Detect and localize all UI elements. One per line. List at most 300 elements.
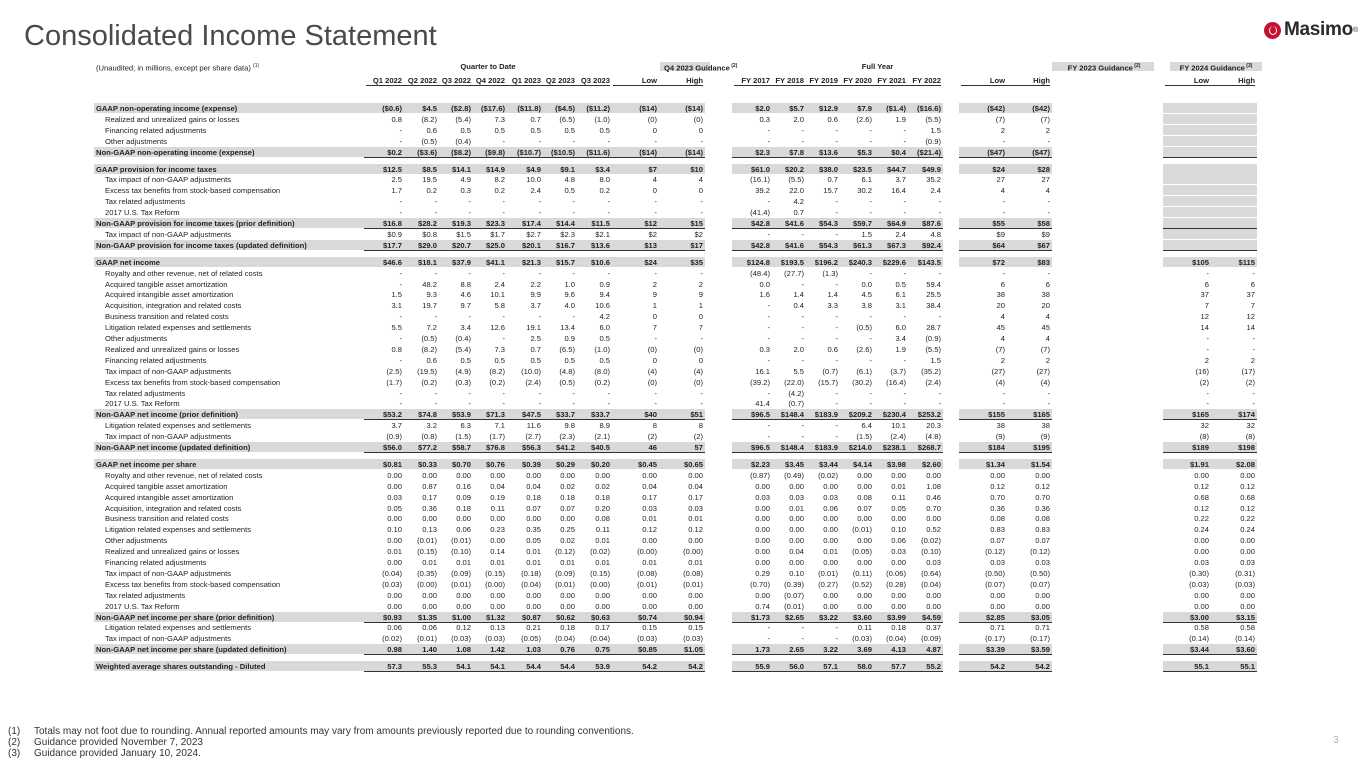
table-cell: -	[700, 197, 703, 207]
row-shade	[1163, 229, 1257, 239]
table-cell: 0.3	[759, 114, 770, 124]
table-cell: $0.87	[521, 612, 541, 622]
table-cell: $74.8	[417, 410, 437, 420]
table-cell: -	[607, 399, 610, 409]
table-cell: (0.30)	[1189, 568, 1209, 578]
total-rule	[959, 622, 1052, 623]
table-cell: $3.15	[1235, 612, 1255, 622]
table-cell: $17.4	[521, 219, 541, 228]
table-cell: 0	[698, 312, 703, 322]
table-cell: -	[502, 334, 505, 343]
table-cell: (0.07)	[1030, 579, 1050, 589]
table-cell: ($14)	[639, 147, 657, 157]
table-cell: -	[903, 197, 906, 207]
table-cell: $58	[1037, 219, 1050, 228]
table-cell: 0.00	[823, 481, 838, 491]
table-cell: 4	[1000, 186, 1005, 196]
table-cell: -	[835, 432, 838, 442]
table-cell: -	[399, 136, 402, 146]
table-cell: ($21.4)	[916, 147, 941, 157]
row-shade	[1163, 174, 1257, 184]
row-label: 2017 U.S. Tax Reform	[105, 601, 180, 611]
table-cell: (0.01)	[451, 579, 471, 589]
table-cell: (0.00)	[683, 547, 703, 557]
table-cell: (0.06)	[886, 568, 906, 578]
table-cell: (0.07)	[784, 590, 804, 600]
table-cell: 53.9	[595, 662, 610, 672]
table-cell: 0.00	[857, 558, 872, 567]
table-cell: $115	[1238, 257, 1255, 267]
total-rule	[364, 419, 612, 420]
table-cell: (0.04)	[555, 634, 575, 644]
table-cell: $2	[694, 229, 703, 239]
table-cell: 54.4	[560, 662, 575, 672]
table-cell: 3.69	[857, 645, 872, 655]
table-cell: $64.9	[886, 219, 906, 228]
table-cell: 0.2	[426, 186, 437, 196]
table-cell: 10.1	[490, 290, 505, 300]
table-cell: 0.00	[1194, 470, 1209, 480]
table-cell: 0.11	[857, 623, 872, 633]
table-cell: (0.03)	[485, 634, 505, 644]
column-header: Low	[641, 76, 657, 85]
table-cell: 15.7	[823, 186, 838, 196]
table-cell: $148.4	[780, 410, 804, 420]
table-cell: 0.00	[387, 481, 402, 491]
table-cell: 0.00	[823, 558, 838, 567]
table-cell: 0.03	[1240, 558, 1255, 567]
table-cell: 0.00	[755, 590, 770, 600]
table-cell: 0.5	[564, 125, 575, 135]
table-cell: 0.02	[560, 481, 575, 491]
table-cell: (0.08)	[637, 568, 657, 578]
column-header: FY 2019	[809, 76, 838, 85]
table-cell: 38	[996, 290, 1005, 300]
table-cell: (0.03)	[1235, 579, 1255, 589]
table-cell: 0.00	[823, 536, 838, 546]
table-cell: 0.7	[793, 208, 804, 218]
table-cell: 0.00	[688, 601, 703, 611]
table-cell: (2.6)	[856, 344, 872, 354]
table-cell: 0.75	[595, 645, 610, 655]
table-cell: -	[434, 197, 437, 207]
table-cell: $18.1	[417, 257, 437, 267]
table-cell: 41.4	[755, 399, 770, 409]
table-cell: 13.4	[560, 323, 575, 333]
table-cell: $2.7	[526, 229, 541, 239]
table-cell: (27.7)	[784, 268, 804, 278]
table-cell: 0.06	[456, 525, 471, 535]
table-cell: 0.00	[387, 601, 402, 611]
table-cell: 0.5	[599, 334, 610, 343]
table-cell: (1.5)	[856, 432, 872, 442]
table-cell: -	[938, 388, 941, 398]
table-cell: ($10.7)	[516, 147, 541, 157]
table-cell: (1.7)	[489, 432, 505, 442]
table-cell: 16.4	[891, 186, 906, 196]
table-cell: -	[835, 634, 838, 644]
table-cell: 0.00	[490, 470, 505, 480]
row-label: Tax impact of non-GAAP adjustments	[105, 229, 232, 239]
table-cell: -	[1002, 208, 1005, 218]
table-cell: ($47)	[1032, 147, 1050, 157]
table-cell: 54.2	[688, 662, 703, 672]
table-cell: -	[607, 208, 610, 218]
table-cell: $46.6	[382, 257, 402, 267]
table-cell: 0.10	[891, 525, 906, 535]
table-cell: -	[835, 312, 838, 322]
table-cell: 0.01	[688, 514, 703, 524]
table-cell: 0.12	[688, 525, 703, 535]
table-cell: 1.5	[391, 290, 402, 300]
table-cell: 6.1	[861, 175, 872, 185]
row-label: Litigation related expenses and settlements	[105, 421, 252, 431]
table-cell: 4.87	[926, 645, 941, 655]
table-cell: 0.07	[990, 536, 1005, 546]
table-cell: 0.00	[1194, 601, 1209, 611]
table-cell: 0.00	[490, 601, 505, 611]
group-footnote-ref: (2)	[729, 63, 738, 69]
table-cell: 4.5	[861, 290, 872, 300]
row-label: Business transition and related costs	[105, 312, 229, 322]
table-cell: -	[700, 399, 703, 409]
table-cell: $47.5	[521, 410, 541, 420]
table-cell: (0.5)	[559, 377, 575, 387]
table-cell: (0.03)	[683, 634, 703, 644]
column-group-header: FY 2024 Guidance $^{(3)}$	[1179, 63, 1253, 73]
table-cell: (0.01)	[784, 601, 804, 611]
table-cell: 0	[652, 355, 657, 365]
table-cell: 1.08	[456, 645, 471, 655]
table-cell: 0.5	[460, 355, 471, 365]
table-cell: 0.02	[560, 536, 575, 546]
table-cell: -	[767, 388, 770, 398]
footnote-number: (1)	[8, 726, 21, 737]
table-cell: 0.00	[688, 590, 703, 600]
table-cell: -	[767, 623, 770, 633]
table-cell: 0.00	[422, 514, 437, 524]
table-cell: 2.0	[793, 114, 804, 124]
table-cell: -	[767, 634, 770, 644]
column-header: FY 2020	[843, 76, 872, 85]
table-cell: 0.00	[823, 601, 838, 611]
table-cell: 0.01	[642, 558, 657, 567]
table-cell: -	[399, 268, 402, 278]
table-cell: 0.01	[526, 547, 541, 557]
table-cell: 0.00	[1035, 590, 1050, 600]
table-cell: 0.08	[857, 492, 872, 502]
table-cell: (0.01)	[637, 579, 657, 589]
table-cell: (0.01)	[555, 579, 575, 589]
table-cell: (8.0)	[594, 366, 610, 376]
table-cell: 4.2	[793, 197, 804, 207]
table-cell: 6	[1250, 279, 1255, 289]
table-cell: $3.22	[818, 612, 838, 622]
table-cell: 0.01	[891, 481, 906, 491]
table-cell: $28.2	[417, 219, 437, 228]
row-label: Acquired tangible asset amortization	[105, 279, 228, 289]
table-cell: 0.01	[789, 503, 804, 513]
table-cell: 0.15	[642, 623, 657, 633]
table-cell: $0.2	[387, 147, 402, 157]
table-cell: -	[1252, 388, 1255, 398]
total-rule	[732, 654, 943, 655]
row-label: Non-GAAP provision for income taxes (updated definition)	[96, 240, 307, 250]
table-cell: -	[801, 323, 804, 333]
table-cell: -	[767, 301, 770, 311]
table-cell: 0.19	[490, 492, 505, 502]
table-cell: $67	[1037, 240, 1050, 250]
table-cell: 54.2	[642, 662, 657, 672]
table-cell: ($11.8)	[517, 104, 541, 113]
table-cell: 0.00	[823, 525, 838, 535]
table-cell: $14.1	[451, 164, 471, 174]
table-cell: $67.3	[886, 240, 906, 250]
table-cell: -	[1206, 399, 1209, 409]
table-cell: (5.5)	[788, 175, 804, 185]
table-cell: 0.5	[895, 279, 906, 289]
table-cell: -	[801, 136, 804, 146]
table-cell: -	[538, 136, 541, 146]
table-cell: -	[835, 197, 838, 207]
column-header: Q1 2022	[372, 76, 402, 85]
table-cell: -	[538, 312, 541, 322]
table-cell: 0.07	[1035, 536, 1050, 546]
table-cell: (0.04)	[590, 634, 610, 644]
table-cell: 0.22	[1194, 514, 1209, 524]
table-cell: 0.8	[391, 114, 402, 124]
table-cell: (2.3)	[559, 432, 575, 442]
table-cell: 3.4	[460, 323, 471, 333]
table-cell: (0.14)	[1189, 634, 1209, 644]
table-cell: -	[399, 125, 402, 135]
table-cell: 0.00	[755, 536, 770, 546]
table-cell: -	[572, 197, 575, 207]
table-cell: $16.7	[555, 240, 575, 250]
table-cell: (19.5)	[417, 366, 437, 376]
row-label: 2017 U.S. Tax Reform	[105, 399, 180, 409]
table-cell: $268.7	[917, 443, 941, 452]
table-cell: $0.81	[382, 459, 402, 469]
table-cell: 2.2	[530, 279, 541, 289]
table-cell: 0.00	[990, 590, 1005, 600]
footnote-text: Totals may not foot due to rounding. Annual reported amounts may vary from amounts previously reported due to rounding conventions.	[34, 726, 634, 737]
page-title: Consolidated Income Statement	[24, 20, 437, 52]
table-cell: 0.5	[530, 355, 541, 365]
table-cell: $196.2	[814, 257, 838, 267]
table-cell: (0.10)	[451, 547, 471, 557]
row-label: Business transition and related costs	[105, 514, 229, 524]
table-cell: $35	[690, 257, 703, 267]
table-cell: 0.68	[1240, 492, 1255, 502]
table-cell: -	[1047, 208, 1050, 218]
table-cell: 5.8	[494, 301, 505, 311]
table-cell: (0)	[647, 114, 657, 124]
row-shade	[1163, 240, 1257, 250]
table-cell: 0.4	[793, 301, 804, 311]
table-cell: 0.52	[926, 525, 941, 535]
table-cell: -	[654, 197, 657, 207]
table-cell: 11.6	[526, 421, 541, 431]
table-cell: (0.01)	[417, 536, 437, 546]
table-cell: 0.03	[642, 503, 657, 513]
table-cell: 0.00	[857, 590, 872, 600]
total-rule	[1163, 419, 1257, 420]
table-cell: 19.5	[422, 175, 437, 185]
table-cell: (0.35)	[417, 568, 437, 578]
table-cell: $143.5	[917, 257, 941, 267]
table-cell: -	[938, 312, 941, 322]
total-rule	[1163, 157, 1257, 158]
table-cell: -	[835, 279, 838, 289]
table-cell: 0.00	[1194, 536, 1209, 546]
table-cell: $183.9	[814, 410, 838, 420]
header-underline	[366, 85, 610, 86]
table-cell: 0.68	[1194, 492, 1209, 502]
row-label: Financing related adjustments	[105, 125, 207, 135]
table-cell: 6.3	[460, 421, 471, 431]
table-cell: 0.02	[595, 481, 610, 491]
table-cell: 55.1	[1194, 662, 1209, 672]
table-cell: 0.03	[1194, 558, 1209, 567]
table-cell: 0.00	[387, 558, 402, 567]
total-rule	[611, 452, 705, 453]
table-cell: (9)	[1040, 432, 1050, 442]
table-cell: -	[434, 312, 437, 322]
table-cell: $24	[644, 257, 657, 267]
column-group-header: Quarter to Date	[460, 62, 516, 71]
table-cell: (0)	[647, 377, 657, 387]
table-cell: (0.14)	[1235, 634, 1255, 644]
table-cell: 6.0	[599, 323, 610, 333]
table-cell: $51	[690, 410, 703, 420]
table-cell: 0.00	[755, 514, 770, 524]
table-cell: $40	[644, 410, 657, 420]
table-cell: $155	[988, 410, 1005, 420]
table-cell: 0.00	[688, 536, 703, 546]
table-cell: 0.2	[494, 186, 505, 196]
table-cell: $1.05	[683, 645, 703, 655]
row-shade	[1163, 218, 1257, 228]
table-cell: (0.31)	[1235, 568, 1255, 578]
table-cell: -	[767, 355, 770, 365]
total-rule	[611, 622, 705, 623]
table-cell: 0.12	[1194, 503, 1209, 513]
total-rule	[611, 654, 705, 655]
table-cell: 19.7	[422, 301, 437, 311]
row-shade	[1163, 114, 1257, 124]
total-rule	[364, 671, 612, 672]
table-cell: ($3.6)	[417, 147, 437, 157]
table-cell: (0)	[647, 344, 657, 354]
table-cell: 0.18	[456, 503, 471, 513]
table-cell: 8	[698, 421, 703, 431]
table-cell: 0.36	[990, 503, 1005, 513]
table-cell: -	[502, 388, 505, 398]
table-cell: $56.0	[382, 443, 402, 452]
table-cell: $44.7	[886, 164, 906, 174]
table-cell: 0.00	[789, 514, 804, 524]
table-cell: (0.4)	[455, 334, 471, 343]
column-header: Q1 2023	[511, 76, 541, 85]
table-cell: 9.3	[426, 290, 437, 300]
table-cell: (0.02)	[921, 536, 941, 546]
table-cell: 0.00	[1035, 470, 1050, 480]
table-cell: (0.39)	[784, 579, 804, 589]
table-cell: $189	[1192, 443, 1209, 452]
table-cell: $0.9	[387, 229, 402, 239]
table-cell: 10.6	[595, 301, 610, 311]
table-cell: -	[869, 388, 872, 398]
table-cell: -	[903, 268, 906, 278]
table-cell: -	[1206, 388, 1209, 398]
table-cell: 32	[1200, 421, 1209, 431]
table-cell: 0	[698, 186, 703, 196]
table-cell: $77.2	[417, 443, 437, 452]
table-cell: 0.04	[526, 481, 541, 491]
table-cell: 0	[698, 125, 703, 135]
table-cell: 0.8	[391, 344, 402, 354]
table-cell: 8.0	[599, 175, 610, 185]
table-cell: -	[572, 312, 575, 322]
registered-mark-icon: ®	[1352, 26, 1359, 34]
table-cell: 0.24	[1194, 525, 1209, 535]
table-cell: 0.01	[526, 558, 541, 567]
row-shade	[1163, 207, 1257, 217]
table-cell: 0.00	[560, 601, 575, 611]
table-cell: $14.9	[485, 164, 505, 174]
table-cell: 3.4	[895, 334, 906, 343]
table-cell: (0.00)	[637, 547, 657, 557]
table-cell: 0.87	[422, 481, 437, 491]
table-cell: (0.15)	[590, 568, 610, 578]
row-label: Financing related adjustments	[105, 355, 207, 365]
table-cell: (0.2)	[421, 377, 437, 387]
row-shade	[1163, 185, 1257, 195]
table-cell: $2	[648, 229, 657, 239]
table-cell: 1.73	[755, 645, 770, 655]
table-cell: 0.11	[490, 503, 505, 513]
table-cell: $3.60	[852, 612, 872, 622]
table-cell: $3.45	[784, 459, 804, 469]
table-cell: 0.03	[387, 492, 402, 502]
table-cell: (0.09)	[555, 568, 575, 578]
table-cell: 0.00	[926, 590, 941, 600]
table-cell: -	[502, 268, 505, 278]
table-cell: 0.36	[1035, 503, 1050, 513]
table-cell: 0.00	[387, 590, 402, 600]
row-label: Non-GAAP net income (prior definition)	[96, 410, 239, 420]
table-cell: $230.4	[882, 410, 906, 420]
table-cell: 0.12	[1194, 481, 1209, 491]
row-label: Financing related adjustments	[105, 558, 207, 567]
table-cell: 0	[698, 355, 703, 365]
table-cell: 0.00	[891, 558, 906, 567]
table-cell: (35.2)	[921, 366, 941, 376]
table-cell: (8)	[1245, 432, 1255, 442]
table-cell: (6.1)	[856, 366, 872, 376]
table-cell: 0.00	[891, 470, 906, 480]
table-cell: -	[538, 208, 541, 218]
column-header: High	[1033, 76, 1050, 85]
table-cell: 0.18	[526, 492, 541, 502]
table-cell: $64	[992, 240, 1005, 250]
row-label: Excess tax benefits from stock-based compensation	[105, 186, 281, 196]
table-cell: 6	[1204, 279, 1209, 289]
table-cell: 0.00	[823, 514, 838, 524]
total-rule	[732, 157, 943, 158]
table-cell: -	[1002, 399, 1005, 409]
